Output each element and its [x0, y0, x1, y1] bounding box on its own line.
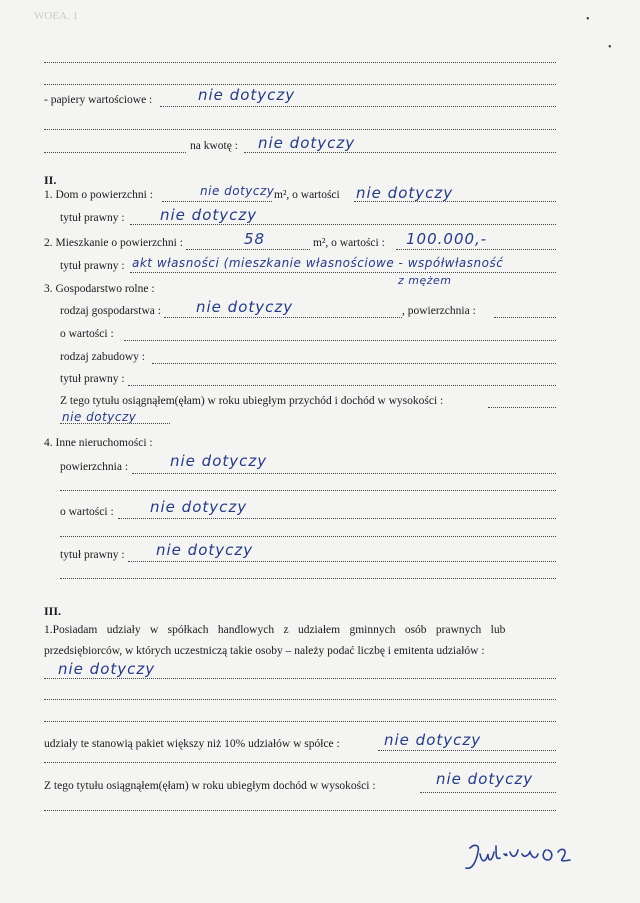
mieszkanie-tytul-label: tytuł prawny : [60, 260, 125, 272]
dochod-value: nie dotyczy [436, 770, 534, 788]
rodzaj-gosp-value: nie dotyczy [196, 298, 294, 316]
dotted-line [60, 490, 556, 491]
dochod-label: Z tego tytułu osiągnąłem(ęłam) w roku ubiegłym dochód w wysokości : [44, 780, 376, 792]
papiery-value: nie dotyczy [198, 86, 296, 104]
dotted-line [124, 340, 556, 341]
faint-header-text: WOEA. 1 [34, 10, 78, 22]
dotted-line [130, 224, 556, 225]
papiery-label: - papiery wartościowe : [44, 94, 153, 106]
dotted-line [396, 249, 556, 250]
dotted-line [44, 721, 556, 722]
dotted-line [244, 152, 556, 153]
pakiet-value: nie dotyczy [384, 731, 482, 749]
gospodarstwo-label: 3. Gospodarstwo rolne : [44, 283, 155, 295]
dotted-line [130, 272, 556, 273]
dotted-line [378, 750, 556, 751]
inne-wartosc-value: nie dotyczy [150, 498, 248, 516]
dotted-line [164, 317, 402, 318]
udzialy-value: nie dotyczy [58, 660, 156, 678]
dotted-line [44, 152, 186, 153]
dotted-line [44, 678, 556, 679]
page-mark: • [586, 14, 590, 25]
zabudowa-label: rodzaj zabudowy : [60, 351, 145, 363]
inne-wartosc-label: o wartości : [60, 506, 114, 518]
dotted-line [44, 84, 556, 85]
mieszkanie-label: 2. Mieszkanie o powierzchni : [44, 237, 183, 249]
dotted-line [128, 561, 556, 562]
dotted-line [44, 129, 556, 130]
dotted-line [160, 106, 556, 107]
section-iii-heading: III. [44, 604, 62, 618]
inne-tytul-value: nie dotyczy [156, 541, 254, 559]
inne-tytul-label: tytuł prawny : [60, 549, 125, 561]
dotted-line [60, 423, 170, 424]
mieszkanie-wartosc-value: 100.000,- [406, 230, 488, 248]
dotted-line [494, 317, 556, 318]
dotted-line [186, 249, 310, 250]
dotted-line [162, 201, 272, 202]
udzialy-text-2: przedsiębiorców, w których uczestniczą takie osoby – należy podać liczbę i emitenta udziałów : [44, 645, 485, 657]
gosp-wartosc-label: o wartości : [60, 328, 114, 340]
dotted-line [132, 473, 556, 474]
dom-label: 1. Dom o powierzchni : [44, 189, 153, 201]
rodzaj-gosp-label: rodzaj gospodarstwa : [60, 305, 161, 317]
kwota-label: na kwotę : [190, 140, 238, 152]
mieszkanie-pow-value: 58 [244, 230, 266, 248]
kwota-value: nie dotyczy [258, 134, 356, 152]
dotted-line [60, 536, 556, 537]
gosp-dochod-label: Z tego tytułu osiągnąłem(ęłam) w roku ubiegłym przychód i dochód w wysokości : [60, 395, 444, 407]
dotted-line [60, 578, 556, 579]
inne-pow-label: powierzchnia : [60, 461, 129, 473]
inne-label: 4. Inne nieruchomości : [44, 437, 153, 449]
dotted-line [44, 810, 556, 811]
signature-image [462, 838, 582, 878]
dotted-line [128, 385, 556, 386]
udzialy-text-1: 1.Posiadam udziały w spółkach handlowych z udziałem gminnych osób prawnych lub [44, 624, 506, 636]
section-ii-heading: II. [44, 173, 57, 187]
dotted-line [44, 62, 556, 63]
dom-pow-value: nie dotyczy [200, 184, 275, 198]
dotted-line [488, 407, 556, 408]
dom-tytul-value: nie dotyczy [160, 206, 258, 224]
gosp-dochod-value: nie dotyczy [62, 410, 137, 424]
mieszkanie-unit: m², o wartości : [313, 237, 385, 249]
powierzchnia-label: , powierzchnia : [402, 305, 476, 317]
pakiet-label: udziały te stanowią pakiet większy niż 10% udziałów w spółce : [44, 738, 340, 750]
dotted-line [44, 762, 556, 763]
dom-unit: m², o wartości [274, 189, 340, 201]
dotted-line [420, 792, 556, 793]
mieszkanie-tytul-value-2: z mężem [398, 274, 452, 287]
dotted-line [44, 699, 556, 700]
dotted-line [118, 518, 556, 519]
inne-pow-value: nie dotyczy [170, 452, 268, 470]
dom-wartosc-value: nie dotyczy [356, 184, 454, 202]
dom-tytul-label: tytuł prawny : [60, 212, 125, 224]
dotted-line [152, 363, 556, 364]
page-mark: • [608, 42, 612, 53]
gosp-tytul-label: tytuł prawny : [60, 373, 125, 385]
mieszkanie-tytul-value: akt własności (mieszkanie własnościowe - współwłasność [132, 256, 504, 270]
